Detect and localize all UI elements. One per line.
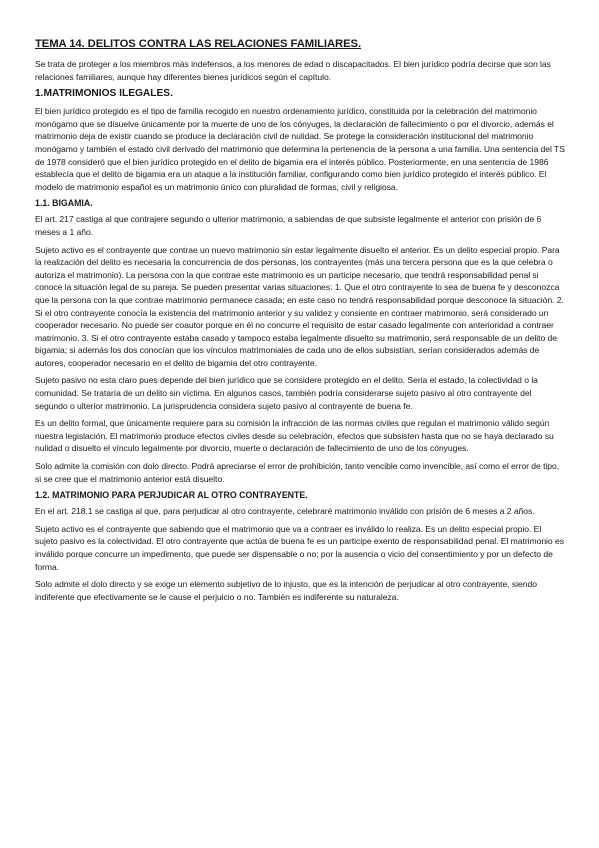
paragraph: Sujeto pasivo no esta claro pues depende del bien jurídico que se considere protegido en el delito. Seria el estado, la colectividad o la comunidad. Se trataría de un delito sin víctima. En algunos casos, también podría considerarse sujeto pasivo al otro contrayente del segundo o ulterior matrimonio. La jurisprudencia considera sujeto pasivo al contrayente de buena fe. xyxy=(35,375,538,411)
paragraph: En el art. 218.1 se castiga al que, para perjudicar al otro contrayente, celebraré matrimonio inválido con prisión de 6 meses a 2 años. xyxy=(35,506,535,517)
paragraph: Sujeto activo es el contrayente que sabiendo que el matrimonio que va a contraer es inválido lo realiza. Es un delito especial propio. El sujeto pasivo es la colectividad. El otro contrayente que actúa de buena fe es un participe exento de responsabilidad penal. El matrimonio es inválido porque concurre un impedimento, que puede ser dispensable o no; por la ausencia o vicio del consentimiento y por un defecto de forma. xyxy=(35,523,564,572)
section-heading-matrimonio-perjudicar: 1.2. MATRIMONIO PARA PERJUDICAR AL OTRO CONTRAYENTE. xyxy=(35,490,308,501)
paragraph: Solo admite el dolo directo y se exige un elemento subjetivo de lo injusto, que es la intención de perjudicar al otro contrayente, siendo indiferente que efectivamente se le cause el perjuicio o no. También es indiferente su naturaleza. xyxy=(35,579,537,602)
intro-paragraph: Se trata de proteger a los miembros más indefensos, a los menores de edad o discapacitados. El bien jurídico podría decirse que son las relaciones familiares, aunque hay diferentes bienes jurídicos según el capítulo. xyxy=(35,59,551,82)
paragraph: Solo admite la comisión con dolo directo. Podrá apreciarse el error de prohibición, tanto vencible como invencible, así como el error de tipo, si se cree que el matrimonio anterior está disuelto. xyxy=(35,461,560,484)
paragraph: El art. 217 castiga al que contrajere segundo o ulterior matrimonio, a sabiendas de que subsiste legalmente el anterior con prisión de 6 meses a 1 año. xyxy=(35,214,542,237)
paragraph: Sujeto activo es el contrayente que contrae un nuevo matrimonio sin estar legalmente disuelto el anterior. Es un delito especial propio. Para la realización del delito es necesaria la concurrencia de dos personas, los contrayentes (más una tercera persona que es la que celebra o autoriza el matrimonio). La persona con la que contrae este matrimonio es un participe necesario, que tendrá responsabilidad penal si conoce la situación legal de su pareja. Se pueden presentar varias situaciones: 1. Que el otro contrayente lo sea de buena fe y desconozca que la persona con la que contrae matrimonio permanece casada; en este caso no tendrá responsabilidad porque desconoce la situación. 2. Si el otro contrayente conocía la existencia del matrimonio anterior y su validez y consiente en contraer matrimonio, será considerado un cooperador necesario. No puede ser coautor porque en él no concurre el requisito de estar casado legalmente con anterioridad a contraer matrimonio. 3. Si el otro contrayente estaba casado y tampoco estaba legalmente disuelto su matrimonio, será responsable de un delito de bigamia; si además los dos conocían que los vínculos matrimoniales de cada uno de ellos subsistían, serían considerados además de autores, cooperador necesario en el delito de bigamia del otro contrayente. xyxy=(35,244,564,368)
paragraph: Es un delito formal, que únicamente requiere para su comisión la infracción de las normas civiles que regulan el matrimonio válido según nuestra legislación. El matrimonio produce efectos civiles desde su celebración, efectos que subsisten hasta que no se haya declarado su nulidad o disuelto el vínculo legalmente por divorcio, muerte o declaración de fallecimiento de uno de los cónyuges. xyxy=(35,418,554,454)
document-title: TEMA 14. DELITOS CONTRA LAS RELACIONES FAMILIARES. xyxy=(35,38,361,50)
section-heading-matrimonios-ilegales: 1.MATRIMONIOS ILEGALES. xyxy=(35,88,173,100)
section-heading-bigamia: 1.1. BIGAMIA. xyxy=(35,198,93,209)
paragraph: El bien jurídico protegido es el tipo de familia recogido en nuestro ordenamiento jurídico, constituida por la celebración del matrimonio monógamo que se disuelve únicamente por la muerte de uno de los cónyuges, la declaración de fallecimiento o por el divorcio, además el matrimonio deja de existir cuando se produce la declaración civil de nulidad. Se protege la consideración institucional del matrimonio monógamo y también el estado civil derivado del matrimonio que determina la pertenencia de la persona a una familia. Una sentencia del TS de 1978 consideró que el bien jurídico protegido en el delito de bigamia era el interés público. Posteriormente, en una sentencia de 1986 establecía que el delito de bigamia era un ataque a la institución familiar, configurando como bien jurídico protegido el interés público. El modelo de matrimonio español es un matrimonio único con pluralidad de formas, civil y religiosa. xyxy=(35,106,565,192)
